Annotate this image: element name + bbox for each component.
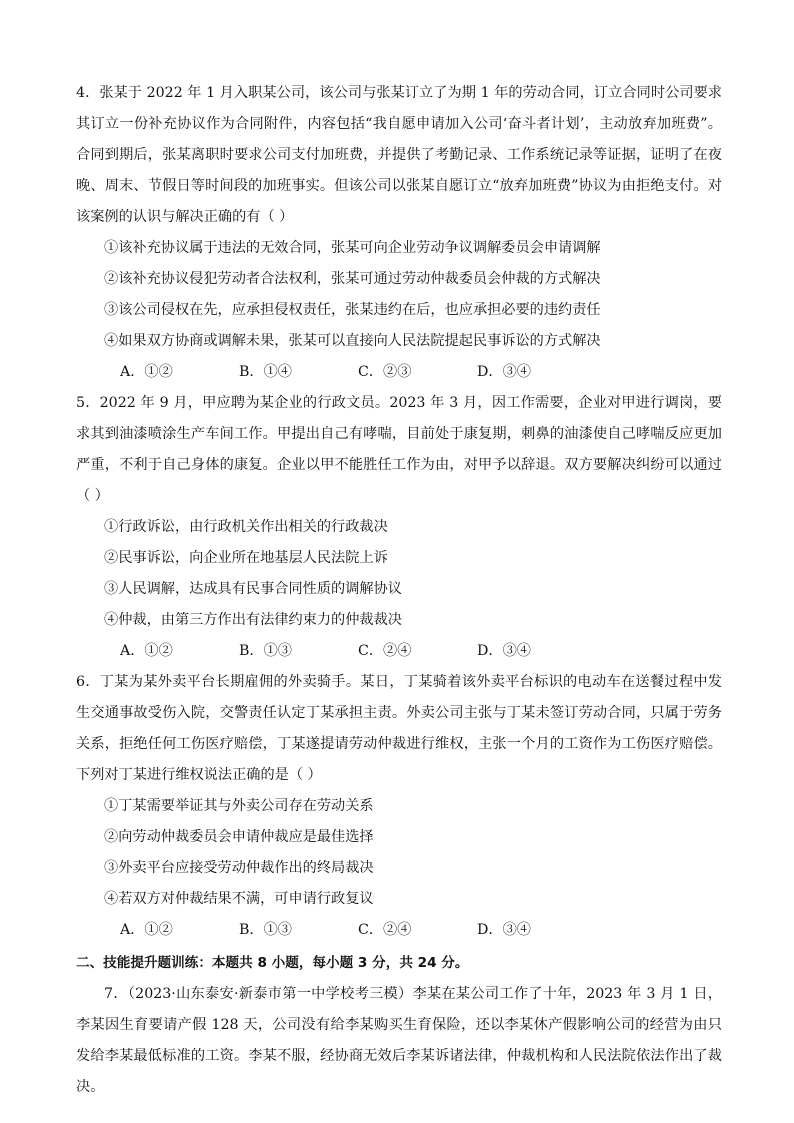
question-4-option-1: ①该补充协议属于违法的无效合同，张某可向企业劳动争议调解委员会申请调解 xyxy=(104,240,601,256)
question-6-choice-c: C．②④ xyxy=(358,922,412,938)
question-4-choice-d: D．③④ xyxy=(477,364,531,380)
question-6-choices xyxy=(76,915,722,946)
question-5-stem: 5．2022 年 9 月，甲应聘为某企业的行政文员。2023 年 3 月，因工作需要，企业对甲进行调岗，要求其到油漆喷涂生产车间工作。甲提出自己有哮喘，目前处于康复期，刺鼻的油漆使自己哮喘反应更加严重，不利于自己身体的康复。企业以甲不能胜任工作为由，对甲予以辞退。双方要解决纠纷可以通过（ ） xyxy=(76,395,722,504)
question-4-choice-b: B．①④ xyxy=(239,364,292,380)
question-6-choice-b: B．①③ xyxy=(239,922,292,938)
question-5-choice-c: C．②④ xyxy=(358,643,412,659)
question-5-option-1: ①行政诉讼，由行政机关作出相关的行政裁决 xyxy=(104,519,388,535)
question-5-option-2: ②民事诉讼，向企业所在地基层人民法院上诉 xyxy=(104,550,388,566)
question-6-option-4: ④若双方对仲裁结果不满，可申请行政复议 xyxy=(104,891,374,907)
question-4-choice-a: A．①② xyxy=(120,364,173,380)
question-6 xyxy=(76,667,722,946)
question-6-choice-d: D．③④ xyxy=(477,922,531,938)
question-6-option-1: ①丁某需要举证其与外卖公司存在劳动关系 xyxy=(104,798,374,814)
question-7-stem: 7．（2023·山东泰安·新泰市第一中学校考三模）李某在某公司工作了十年，2023 年 3 月 1 日，李某因生育要请产假 128 天，公司没有给李某购买生育保险，还以李某休产假影响公司的经营为由只发给李某最低标准的工资。李某不服，经协商无效后李某诉诸法律，仲裁机构和人民法院依法作出了裁决。 xyxy=(76,986,722,1095)
question-4-option-3: ③该公司侵权在先，应承担侵权责任，张某违约在后，也应承担必要的违约责任 xyxy=(104,302,601,318)
question-5-choices xyxy=(76,636,722,667)
question-4 xyxy=(76,78,722,388)
question-4-stem: 4．张某于 2022 年 1 月入职某公司，该公司与张某订立了为期 1 年的劳动合同，订立合同时公司要求其订立一份补充协议作为合同附件，内容包括“我自愿申请加入公司‘奋斗者计划’，主动放弃加班费”。合同到期后，张某离职时要求公司支付加班费，并提供了考勤记录、工作系统记录等证据，证明了在夜晚、周末、节假日等时间段的加班事实。但该公司以张某自愿订立“放弃加班费”协议为由拒绝支付。对该案例的认识与解决正确的有（ ） xyxy=(76,85,722,225)
question-4-choices xyxy=(76,357,722,388)
question-5-choice-a: A．①② xyxy=(120,643,173,659)
question-4-option-2: ②该补充协议侵犯劳动者合法权利，张某可通过劳动仲裁委员会仲裁的方式解决 xyxy=(104,271,601,287)
section-title: 二、技能提升题训练：本题共 8 小题，每小题 3 分，共 24 分。 xyxy=(76,955,469,971)
question-6-choice-a: A．①② xyxy=(120,922,173,938)
question-5 xyxy=(76,388,722,667)
question-6-option-2: ②向劳动仲裁委员会申请仲裁应是最佳选择 xyxy=(104,829,374,845)
question-5-option-3: ③人民调解，达成具有民事合同性质的调解协议 xyxy=(104,581,402,597)
question-5-choice-b: B．①③ xyxy=(239,643,292,659)
question-4-choice-c: C．②③ xyxy=(358,364,412,380)
question-6-option-3: ③外卖平台应接受劳动仲裁作出的终局裁决 xyxy=(104,860,374,876)
question-6-stem: 6．丁某为某外卖平台长期雇佣的外卖骑手。某日，丁某骑着该外卖平台标识的电动车在送餐过程中发生交通事故受伤入院，交警责任认定丁某承担主责。外卖公司主张与丁某未签订劳动合同，只属于劳务关系，拒绝任何工伤医疗赔偿，丁某遂提请劳动仲裁进行维权，主张一个月的工资作为工伤医疗赔偿。下列对丁某进行维权说法正确的是（ ） xyxy=(76,674,722,783)
question-5-option-4: ④仲裁，由第三方作出有法律约束力的仲裁裁决 xyxy=(104,612,402,628)
document-page xyxy=(76,78,722,1103)
question-5-choice-d: D．③④ xyxy=(477,643,531,659)
question-4-option-4: ④如果双方协商或调解未果，张某可以直接向人民法院提起民事诉讼的方式解决 xyxy=(104,333,601,349)
